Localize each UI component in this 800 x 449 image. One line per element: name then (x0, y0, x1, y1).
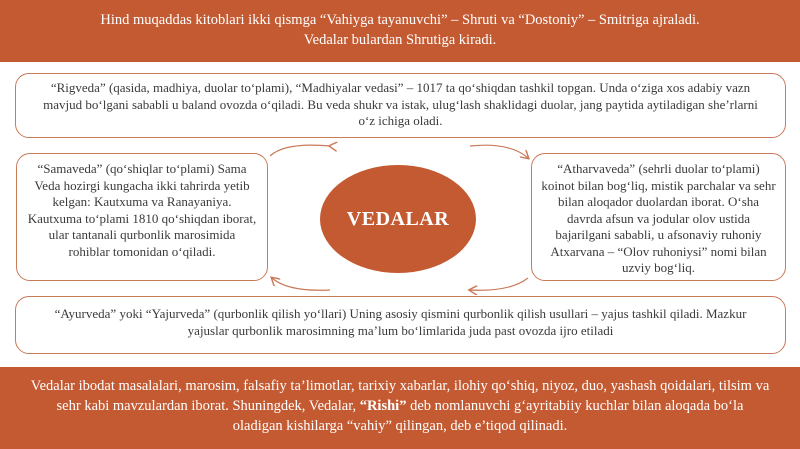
arrow-top-right (470, 145, 528, 158)
ayurveda-text: “Ayurveda” yoki “Yajurveda” (qurbonlik qilish yo‘llari) Uning asosiy qismini qurbonlik qilish usullari – yajus tashkil qiladi. Mazkur yajuslar qurbonlik marosimning ma’lum bo‘limlarida juda past ovozda ijro etiladi (54, 306, 747, 338)
vedalar-center-ellipse (320, 165, 476, 273)
bottom-banner-rishi: “Rishi” (359, 398, 407, 414)
rigveda-box (15, 73, 786, 138)
top-banner (0, 0, 800, 62)
samaveda-text: “Samaveda” (qo‘shiqlar to‘plami) Sama Veda hozirgi kungacha ikki tahrirda yetib kelgan: Kautxuma va Ranayaniya. Kautxuma to‘plami 1810 qo‘shiqdan iborat, ular tantanali qurbonlik marosimida rohiblar tomonidan o‘qiladi. (27, 161, 257, 259)
top-banner-line-2: Vedalar bulardan Shrutiga kiradi. (303, 32, 497, 48)
arrow-bottom-left (272, 278, 330, 290)
arrow-bottom-right (470, 278, 528, 290)
vedalar-center-label: VEDALAR (346, 207, 450, 230)
arrow-top-left (270, 145, 330, 156)
top-banner-line-1: Hind muqaddas kitoblari ikki qismga “Vahiyga tayanuvchi” – Shruti va “Dostoniy” – Smitriga ajraladi. (100, 12, 700, 28)
ayurveda-box (15, 296, 786, 354)
bottom-banner (0, 367, 800, 449)
bottom-banner-text-1: Vedalar ibodat masalalari, marosim, falsafiy ta’limotlar, tarixiy xabarlar, ilohiy qo‘shiq, niyoz, duo, yashash qoidalari, tilsim va sehr kabi mavzulardan iborat. Shuningdek, Vedalar, (30, 378, 770, 414)
bottom-banner-text-2: deb nomlanuvchi g‘ayritabiiy kuchlar bilan aloqada bo‘la oladigan kishilarga “vahiy” qilingan, deb e’tiqod qilinadi. (232, 398, 744, 434)
atharvaveda-box (531, 153, 786, 281)
atharvaveda-text: “Atharvaveda” (sehrli duolar to‘plami) koinot bilan bog‘liq, mistik parchalar va sehr bilan aloqador duolardan iborat. O‘sha davrda afsun va jodular olov ustida bajarilgani sababli, u afsonaviy ruhoniy Atxarvana – “Olov ruhoniysi” nomi bilan uzviy bog‘liq. (541, 161, 776, 275)
rigveda-text: “Rigveda” (qasida, madhiya, duolar to‘plami), “Madhiyalar vedasi” – 1017 ta qo‘shiqdan tashkil topgan. Unda o‘ziga xos adabiy vazn mavjud bo‘lgani sababli u baland ovozda o‘qiladi. Bu veda shukr va istak, ulug‘lash shaklidagi duolar, jang paytida aytiladigan she’rlarni o‘z ichiga oladi. (43, 80, 758, 128)
samaveda-box (16, 153, 268, 281)
